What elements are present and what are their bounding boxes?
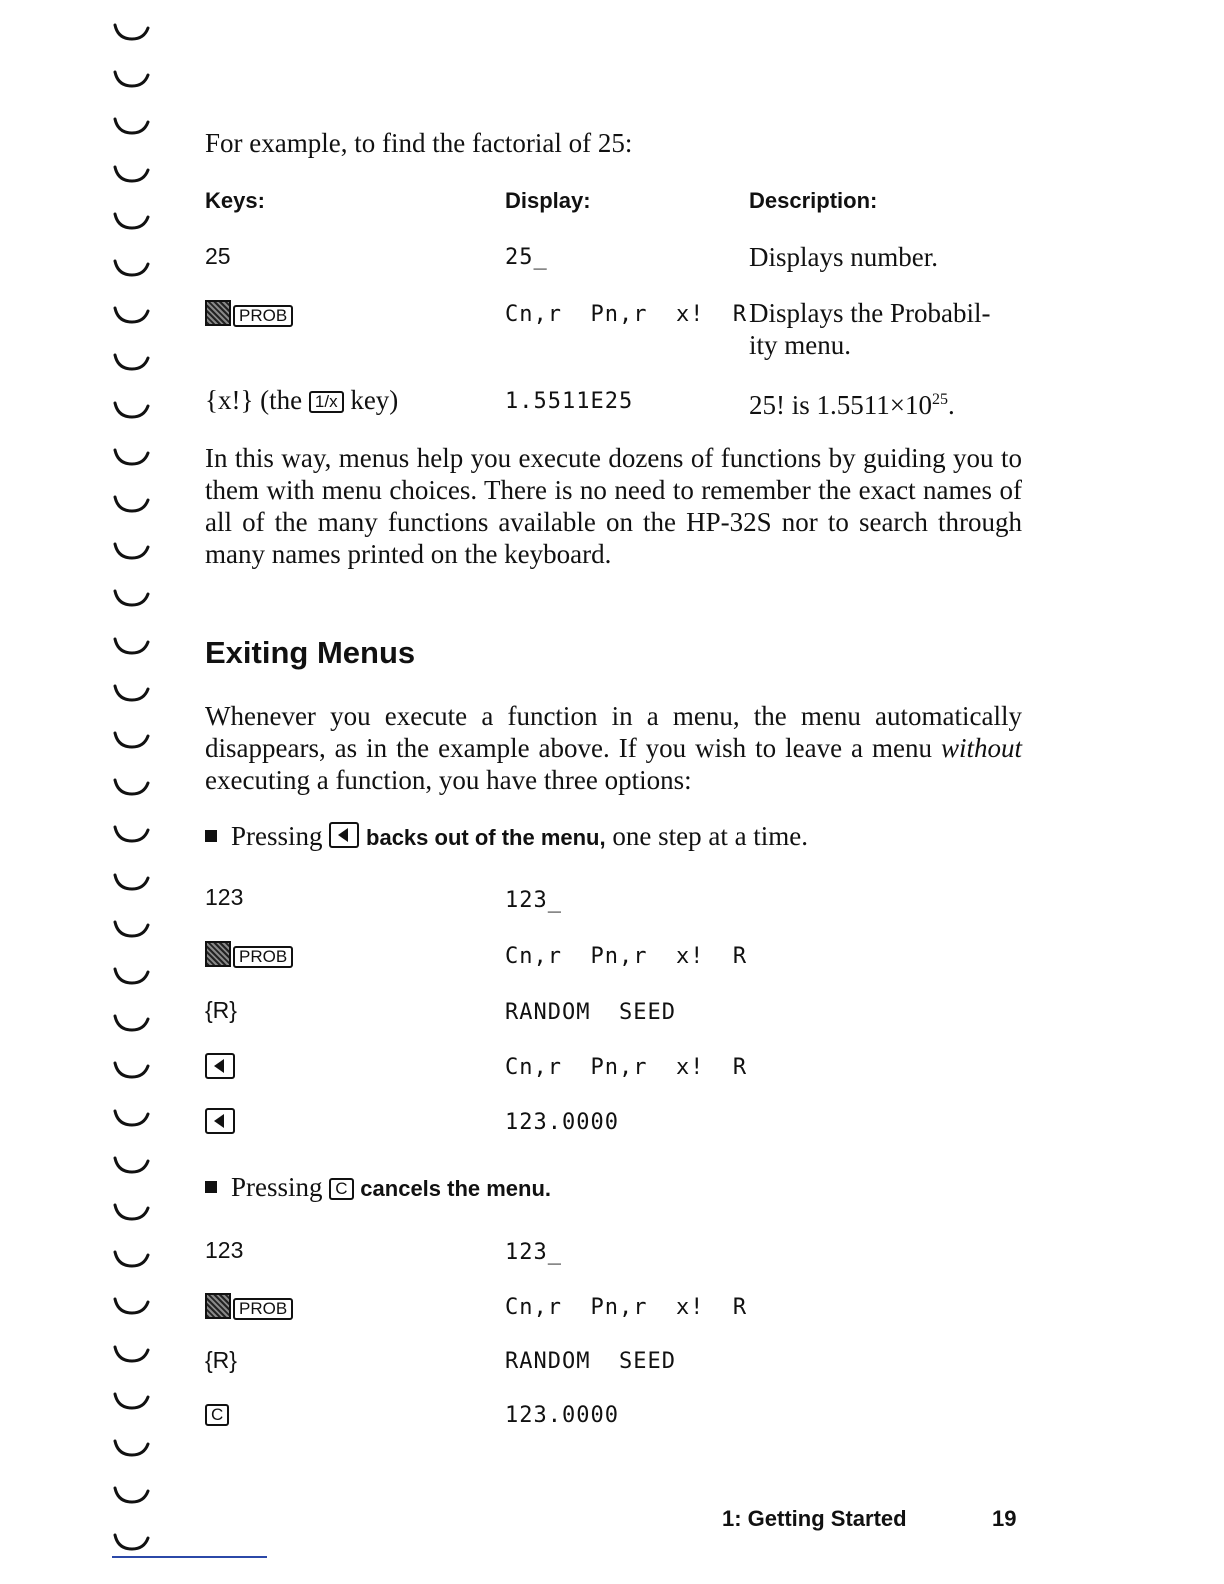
example-display: 123_ bbox=[505, 888, 562, 913]
binding-ring-icon bbox=[112, 1391, 150, 1411]
binding-ring-icon bbox=[112, 494, 150, 514]
paragraph-exiting bbox=[205, 700, 1022, 796]
binding-ring-icon bbox=[112, 116, 150, 136]
back-arrow-key-icon bbox=[329, 822, 359, 848]
binding-ring-icon bbox=[112, 400, 150, 420]
bullet-square-icon bbox=[205, 1181, 217, 1193]
example-display: 123_ bbox=[505, 1240, 562, 1265]
example-keys bbox=[205, 1053, 235, 1082]
bullet-cancel bbox=[205, 1172, 551, 1203]
description-header: Description: bbox=[749, 188, 878, 213]
bullet-lead: Pressing bbox=[231, 1172, 330, 1202]
back-arrow-key-icon bbox=[205, 1108, 235, 1134]
shift-key-icon bbox=[205, 300, 231, 326]
table-row-display: 1.5511E25 bbox=[505, 389, 634, 414]
binding-ring-icon bbox=[112, 258, 150, 278]
bullet-lead: Pressing bbox=[231, 821, 330, 851]
example-keys: {R} bbox=[205, 997, 237, 1023]
binding-ring-icon bbox=[112, 1296, 150, 1316]
table-row-keys bbox=[205, 300, 293, 329]
binding-ring-icon bbox=[112, 919, 150, 939]
binding-ring-icon bbox=[112, 22, 150, 42]
example-display: Cn,r Pn,r x! R bbox=[505, 944, 748, 969]
binding-ring-icon bbox=[112, 352, 150, 372]
example-keys: 123 bbox=[205, 884, 244, 910]
binding-ring-icon bbox=[112, 777, 150, 797]
binding-ring-icon bbox=[112, 305, 150, 325]
table-row-keys bbox=[205, 385, 398, 416]
keys-header: Keys: bbox=[205, 188, 265, 213]
binding-ring-icon bbox=[112, 966, 150, 986]
binding-ring-icon bbox=[112, 1108, 150, 1128]
example-display: RANDOM SEED bbox=[505, 1000, 676, 1025]
period: . bbox=[947, 390, 955, 420]
binding-ring-icon bbox=[112, 824, 150, 844]
prob-key: PROB bbox=[233, 305, 293, 327]
binding-edge-line bbox=[112, 1556, 267, 1558]
example-keys: {R} bbox=[205, 1347, 237, 1373]
binding-ring-icon bbox=[112, 872, 150, 892]
binding-ring-icon bbox=[112, 69, 150, 89]
binding-ring-icon bbox=[112, 636, 150, 656]
binding-ring-icon bbox=[112, 447, 150, 467]
binding-ring-icon bbox=[112, 730, 150, 750]
example-display: Cn,r Pn,r x! R bbox=[505, 1055, 748, 1080]
bullet-bold: backs out of the menu, bbox=[366, 825, 606, 850]
prob-key: PROB bbox=[233, 946, 293, 968]
table-row-description bbox=[749, 384, 1024, 421]
exponent: 25 bbox=[931, 391, 948, 408]
example-display: 123.0000 bbox=[505, 1403, 619, 1428]
binding-ring-icon bbox=[112, 1249, 150, 1269]
paragraph-text: executing a function, you have three options: bbox=[205, 765, 692, 795]
prob-key: PROB bbox=[233, 1298, 293, 1320]
binding-ring-icon bbox=[112, 1155, 150, 1175]
example-display: RANDOM SEED bbox=[505, 1349, 676, 1374]
keys-prefix: {x!} (the bbox=[205, 385, 309, 415]
shift-key-icon bbox=[205, 1293, 231, 1319]
binding-ring-icon bbox=[112, 1013, 150, 1033]
binding-ring-icon bbox=[112, 1344, 150, 1364]
example-keys bbox=[205, 1108, 235, 1137]
paragraph-italic: without bbox=[940, 733, 1022, 763]
intro-sentence: For example, to find the factorial of 25: bbox=[205, 128, 633, 158]
footer-chapter: 1: Getting Started bbox=[722, 1506, 907, 1531]
example-keys bbox=[205, 1293, 293, 1322]
page-number: 19 bbox=[992, 1506, 1017, 1531]
binding-ring-icon bbox=[112, 1060, 150, 1080]
reciprocal-key: 1/x bbox=[309, 391, 344, 413]
bullet-rest: one step at a time. bbox=[605, 821, 809, 851]
binding-ring-icon bbox=[112, 164, 150, 184]
bullet-square-icon bbox=[205, 830, 217, 842]
binding-ring-icon bbox=[112, 683, 150, 703]
example-keys bbox=[205, 941, 293, 970]
description-text: 25! is 1.5511×10 bbox=[749, 390, 932, 420]
clear-key: C bbox=[329, 1178, 353, 1200]
shift-key-icon bbox=[205, 941, 231, 967]
paragraph-menus: In this way, menus help you execute dozens of functions by guiding you to them with menu choices. There is no need to remember the exact names of all of the many functions available on the HP-32S nor to search through many names printed on the keyboard. bbox=[205, 443, 1022, 569]
binding-ring-icon bbox=[112, 541, 150, 561]
table-row-display: 25_ bbox=[505, 245, 548, 270]
paragraph-text: Whenever you execute a function in a menu, the menu automatically disappears, as in the example above. If you wish to leave a menu bbox=[205, 701, 1022, 763]
section-heading: Exiting Menus bbox=[205, 635, 416, 670]
example-display: 123.0000 bbox=[505, 1110, 619, 1135]
binding-ring-icon bbox=[112, 1438, 150, 1458]
binding-ring-icon bbox=[112, 1202, 150, 1222]
table-row-keys: 25 bbox=[205, 243, 231, 269]
clear-key: C bbox=[205, 1404, 229, 1426]
table-row-description: Displays the Probabil- ity menu. bbox=[749, 298, 991, 360]
keys-suffix: key) bbox=[343, 385, 399, 415]
binding-ring-icon bbox=[112, 588, 150, 608]
display-header: Display: bbox=[505, 188, 591, 213]
binding-ring-icon bbox=[112, 1532, 150, 1552]
binding-ring-icon bbox=[112, 1485, 150, 1505]
example-keys bbox=[205, 1401, 229, 1428]
back-arrow-key-icon bbox=[205, 1053, 235, 1079]
table-row-display: Cn,r Pn,r x! R bbox=[505, 302, 748, 327]
binding-ring-icon bbox=[112, 211, 150, 231]
bullet-bold: cancels the menu. bbox=[360, 1176, 552, 1201]
example-display: Cn,r Pn,r x! R bbox=[505, 1295, 748, 1320]
example-keys: 123 bbox=[205, 1237, 244, 1263]
table-row-description: Displays number. bbox=[749, 242, 938, 272]
bullet-back-out bbox=[205, 821, 808, 852]
